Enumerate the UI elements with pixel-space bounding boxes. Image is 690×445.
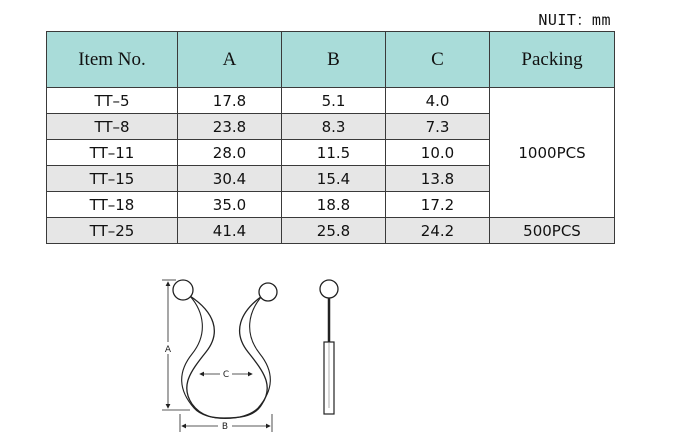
header-item-no: Item No. — [47, 32, 178, 88]
dimension-b-label: B — [221, 422, 229, 432]
cell-b: 18.8 — [282, 192, 386, 218]
clip-outline-outer — [187, 296, 268, 418]
clip-outline-inner — [182, 296, 271, 419]
cell-a: 17.8 — [178, 88, 282, 114]
cell-packing: 1000PCS — [490, 88, 615, 218]
cell-item: TT–25 — [47, 218, 178, 244]
cell-c: 17.2 — [386, 192, 490, 218]
cell-item: TT–18 — [47, 192, 178, 218]
unit-label: NUIT：mm — [538, 11, 611, 29]
dimension-c-label: C — [222, 370, 230, 380]
cell-b: 15.4 — [282, 166, 386, 192]
table-header-row — [47, 32, 615, 88]
cell-b: 8.3 — [282, 114, 386, 140]
clip-ball-left — [173, 280, 193, 300]
cell-item: TT–11 — [47, 140, 178, 166]
cell-packing: 500PCS — [490, 218, 615, 244]
cell-c: 24.2 — [386, 218, 490, 244]
header-c: C — [386, 32, 490, 88]
cell-item: TT–8 — [47, 114, 178, 140]
table-row — [47, 218, 615, 244]
cell-a: 28.0 — [178, 140, 282, 166]
cell-item: TT–15 — [47, 166, 178, 192]
header-a: A — [178, 32, 282, 88]
cell-b: 11.5 — [282, 140, 386, 166]
cell-a: 41.4 — [178, 218, 282, 244]
side-view-ball — [320, 280, 338, 298]
cell-c: 4.0 — [386, 88, 490, 114]
dimension-a-label: A — [164, 345, 172, 355]
cell-c: 13.8 — [386, 166, 490, 192]
cell-a: 35.0 — [178, 192, 282, 218]
cell-a: 30.4 — [178, 166, 282, 192]
cell-b: 25.8 — [282, 218, 386, 244]
clip-ball-right — [259, 283, 277, 301]
table-row — [47, 88, 615, 114]
cell-b: 5.1 — [282, 88, 386, 114]
cell-item: TT–5 — [47, 88, 178, 114]
cell-a: 23.8 — [178, 114, 282, 140]
cell-c: 7.3 — [386, 114, 490, 140]
header-packing: Packing — [490, 32, 615, 88]
twist-tie-diagram — [150, 268, 390, 436]
spec-table — [46, 31, 615, 244]
header-b: B — [282, 32, 386, 88]
cell-c: 10.0 — [386, 140, 490, 166]
